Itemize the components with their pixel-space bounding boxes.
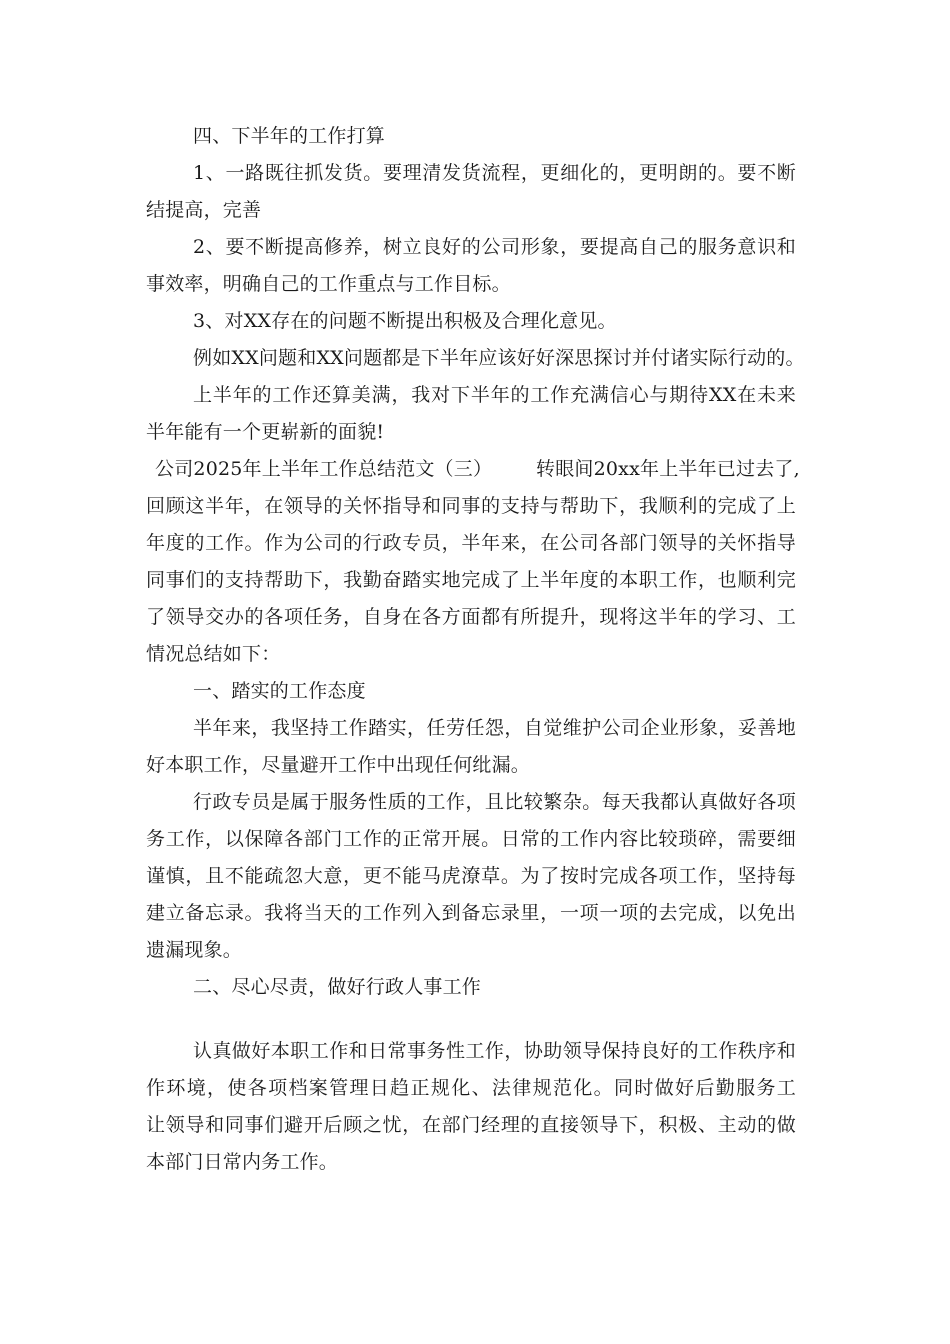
paragraph-6-line-5: 了领导交办的各项任务，自身在各方面都有所提升，现将这半年的学习、工 <box>146 606 796 628</box>
paragraph-9-line-4: 本部门日常内务工作。 <box>146 1151 339 1173</box>
paragraph-6-line-1: 转眼间20xx年上半年已过去了, <box>536 458 800 480</box>
paragraph-7-line-1: 半年来，我坚持工作踏实，任劳任怨，自觉维护公司企业形象，妥善地 <box>193 717 796 739</box>
article-title-3: 公司2025年上半年工作总结范文（三） <box>155 458 493 480</box>
paragraph-9-line-3: 让领导和同事们避开后顾之忧，在部门经理的直接领导下，积极、主动的做 <box>146 1114 796 1136</box>
paragraph-3-line-1: 3、对XX存在的问题不断提出积极及合理化意见。 <box>193 310 617 332</box>
paragraph-5-line-1: 上半年的工作还算美满，我对下半年的工作充满信心与期待XX在未来 <box>193 384 796 406</box>
paragraph-1-line-1: 1、一路既往抓发货。要理清发货流程，更细化的，更明朗的。要不断 <box>193 162 796 184</box>
paragraph-2-line-2: 事效率，明确自己的工作重点与工作目标。 <box>146 273 511 295</box>
paragraph-7-line-2: 好本职工作，尽量避开工作中出现任何纰漏。 <box>146 754 531 776</box>
section-heading-2: 二、尽心尽责，做好行政人事工作 <box>193 976 482 998</box>
paragraph-6-line-6: 情况总结如下： <box>146 643 281 665</box>
paragraph-8-line-2: 务工作，以保障各部门工作的正常开展。日常的工作内容比较琐碎，需要细 <box>146 828 796 850</box>
paragraph-4-line-1: 例如XX问题和XX问题都是下半年应该好好深思探讨并付诸实际行动的。 <box>193 347 805 369</box>
paragraph-2-line-1: 2、要不断提高修养，树立良好的公司形象，要提高自己的服务意识和 <box>193 236 796 258</box>
paragraph-9-line-2: 作环境，使各项档案管理日趋正规化、法律规范化。同时做好后勤服务工 <box>146 1077 796 1099</box>
paragraph-8-line-5: 遗漏现象。 <box>146 939 243 961</box>
paragraph-8-line-3: 谨慎，且不能疏忽大意，更不能马虎潦草。为了按时完成各项工作，坚持每 <box>146 865 796 887</box>
paragraph-9-line-1: 认真做好本职工作和日常事务性工作，协助领导保持良好的工作秩序和 <box>193 1040 796 1062</box>
paragraph-5-line-2: 半年能有一个更崭新的面貌! <box>146 421 385 443</box>
paragraph-1-line-2: 结提高，完善 <box>146 199 262 221</box>
section-heading-plan: 四、下半年的工作打算 <box>193 125 386 147</box>
paragraph-6-line-2: 回顾这半年，在领导的关怀指导和同事的支持与帮助下，我顺利的完成了上 <box>146 495 796 517</box>
paragraph-8-line-4: 建立备忘录。我将当天的工作列入到备忘录里，一项一项的去完成，以免出 <box>146 902 796 924</box>
paragraph-6-line-4: 同事们的支持帮助下，我勤奋踏实地完成了上半年度的本职工作，也顺利完 <box>146 569 796 591</box>
paragraph-6-line-3: 年度的工作。作为公司的行政专员，半年来，在公司各部门领导的关怀指导 <box>146 532 796 554</box>
paragraph-8-line-1: 行政专员是属于服务性质的工作，且比较繁杂。每天我都认真做好各项 <box>193 791 796 813</box>
section-heading-1: 一、踏实的工作态度 <box>193 680 366 702</box>
